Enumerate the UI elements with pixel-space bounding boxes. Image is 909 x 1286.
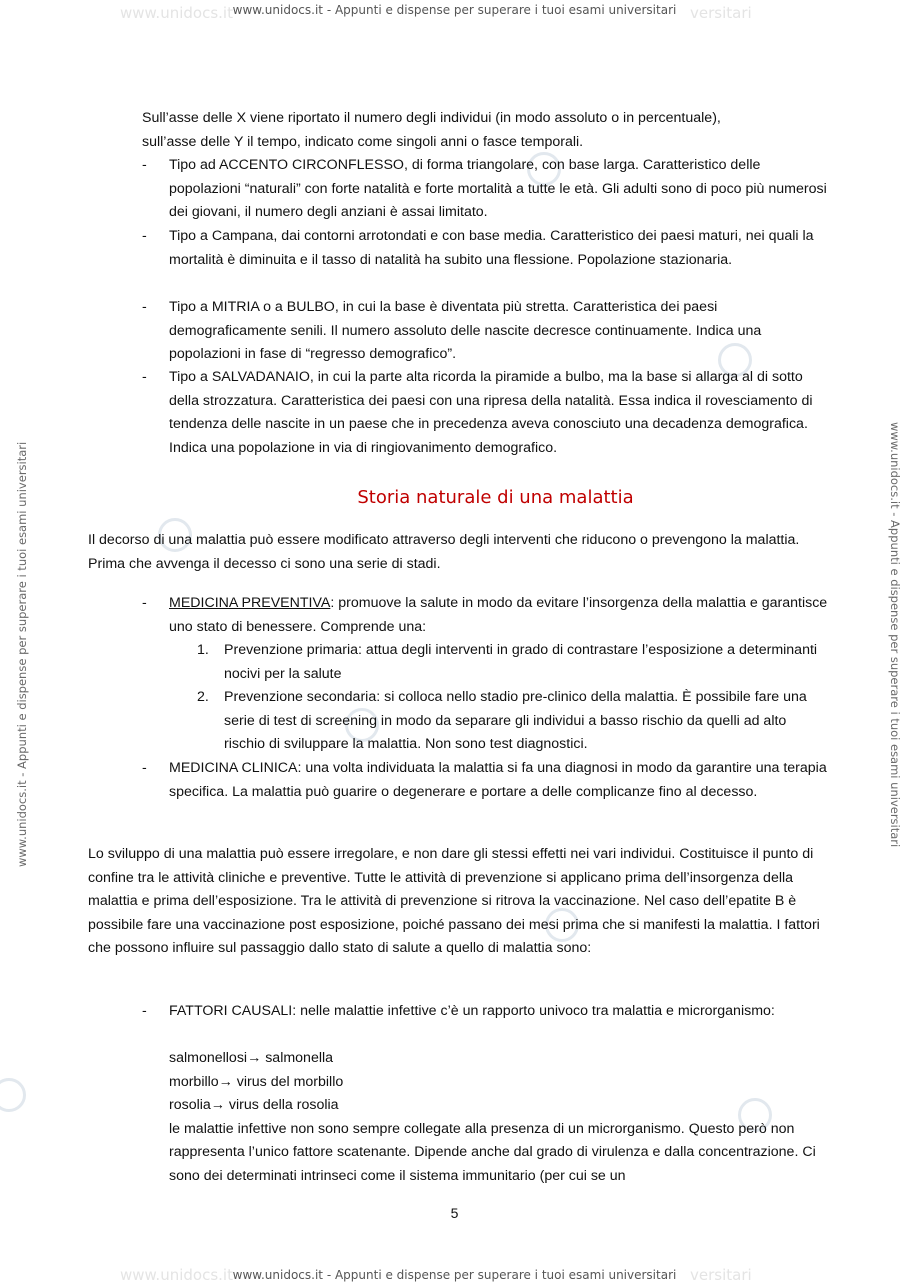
agent-name: salmonella: [261, 1050, 334, 1066]
paragraph-decorso: Il decorso di una malattia può essere modificato attraverso degli interventi che riducono o prevengono la malattia. Prima che avvenga il decesso ci sono una serie di stadi.: [88, 532, 800, 572]
bullet-dash: -: [142, 1003, 147, 1019]
bullet-dash: -: [142, 157, 147, 173]
intro-line-2: sull’asse delle Y il tempo, indicato come singoli anni o fasce temporali.: [142, 133, 584, 150]
bullet-dash: -: [142, 299, 147, 315]
disease-name: morbillo: [169, 1073, 219, 1090]
prevenzione-primaria: Prevenzione primaria: attua degli interventi in grado di contrastare l’esposizione a determinanti nocivi per la salute: [224, 642, 818, 682]
disease-name: salmonellosi: [169, 1050, 248, 1066]
arrow-icon: →: [247, 1050, 262, 1066]
medicina-preventiva-text: [169, 592, 829, 639]
fattori-causali-tail: le malattie infettive non sono sempre collegate alla presenza di un microrganismo. Questo però non rappresenta l’unico fattore scatenante. Dipende anche dal grado di virulenza e dalla concentrazione. Ci sono dei determinati intrinseci come il sistema immunitario (per cui se un: [169, 1120, 816, 1184]
bullet-dash: -: [142, 760, 147, 776]
arrow-icon: →: [210, 1097, 225, 1114]
watermark-side-right: www.unidocs.it - Appunti e dispense per superare i tuoi esami universitari: [888, 422, 902, 848]
prevenzione-secondaria: Prevenzione secondaria: si colloca nello stadio pre-clinico della malattia. È possibile fare una serie di test di screening in modo da separare gli individui a basso rischio da quelli ad alto rischio di sviluppare la malattia. Non sono test diagnostici.: [224, 689, 807, 753]
pyramid-type-piggybank: Tipo a SALVADANAIO, in cui la parte alta ricorda la piramide a bulbo, ma la base si allarga al di sotto della strozzatura. Caratteristica dei paesi con una ripresa della natalità. Essa indica il rovesciamento di tendenza delle nascite in un paese che in precedenza aveva conosciuto una decadenza demografica. Indica una popolazione in via di ringiovanimento demografico.: [169, 369, 813, 456]
medicina-clinica: MEDICINA CLINICA: una volta individuata la malattia si fa una diagnosi in modo da garantire una terapia specifica. La malattia può guarire o degenerare e portare a delle complicanze fino al decesso.: [169, 760, 827, 800]
watermark-footer: www.unidocs.it - Appunti e dispense per superare i tuoi esami universitari: [232, 1268, 677, 1282]
example-morbillo: [169, 1071, 343, 1095]
medicina-preventiva-desc: : promuove la salute in modo da evitare l’insorgenza della malattia e garantisce uno stato di benessere. Comprende una:: [169, 595, 828, 635]
list-number: 1.: [197, 642, 209, 658]
example-salmonellosi: [169, 1047, 333, 1071]
paragraph-sviluppo: Lo sviluppo di una malattia può essere irregolare, e non dare gli stessi effetti nei vari individui. Costituisce il punto di confine tra le attività cliniche e preventive. Tutte le attività di prevenzione si applicano prima dell’insorgenza della malattia e prima dell’esposizione. Tra le attività di prevenzione si ritrova la vaccinazione. Nel caso dell’epatite B è possibile fare una vaccinazione post esposizione, poiché passano dei mesi prima che si manifesti la malattia. I fattori che possono influire sul passaggio dallo stato di salute a quello di malattia sono:: [88, 846, 820, 957]
section-title: Storia naturale di una malattia: [357, 487, 634, 508]
watermark-ghost-top: www.unidocs.it: [120, 4, 233, 22]
page-number: 5: [450, 1205, 459, 1221]
disease-name: rosolia: [169, 1097, 211, 1114]
arrow-icon: →: [218, 1073, 233, 1090]
watermark-ghost-top-right: versitari: [690, 4, 752, 22]
fattori-causali-intro: FATTORI CAUSALI: nelle malattie infettive c’è un rapporto univoco tra malattia e microrganismo:: [169, 1003, 775, 1019]
pyramid-type-bell: Tipo a Campana, dai contorni arrotondati e con base media. Caratteristico dei paesi maturi, nei quali la mortalità è diminuita e il tasso di natalità ha subito una flessione. Popolazione stazionaria.: [169, 228, 814, 268]
agent-name: virus della rosolia: [224, 1097, 339, 1114]
intro-line-1: Sull’asse delle X viene riportato il numero degli individui (in modo assoluto o in percentuale),: [142, 110, 721, 126]
bullet-dash: -: [142, 228, 147, 244]
medicina-preventiva-term: MEDICINA PREVENTIVA: [169, 595, 331, 611]
unidocs-logo-icon: [0, 1078, 26, 1112]
watermark-ghost-bottom: www.unidocs.it: [120, 1266, 233, 1284]
bullet-dash: -: [142, 369, 147, 385]
pyramid-type-bulb: Tipo a MITRIA o a BULBO, in cui la base è diventata più stretta. Caratteristica dei paesi demograficamente senili. Il numero assoluto delle nascite decresce continuamente. Indica una popolazioni in fase di “regresso demografico”.: [169, 299, 762, 363]
agent-name: virus del morbillo: [232, 1073, 344, 1090]
example-rosolia: [169, 1094, 339, 1118]
watermark-header: www.unidocs.it - Appunti e dispense per superare i tuoi esami universitari: [232, 3, 677, 17]
watermark-ghost-bottom-right: versitari: [690, 1266, 752, 1284]
list-number: 2.: [197, 689, 209, 705]
bullet-dash: -: [142, 595, 147, 611]
pyramid-type-circumflex: Tipo ad ACCENTO CIRCONFLESSO, di forma triangolare, con base larga. Caratteristico delle popolazioni “naturali” con forte natalità e forte mortalità a tutte le età. Gli adulti sono di poco più numerosi dei giovani, il numero degli anziani è assai limitato.: [169, 157, 827, 221]
watermark-side-left: www.unidocs.it - Appunti e dispense per superare i tuoi esami universitari: [15, 441, 29, 867]
